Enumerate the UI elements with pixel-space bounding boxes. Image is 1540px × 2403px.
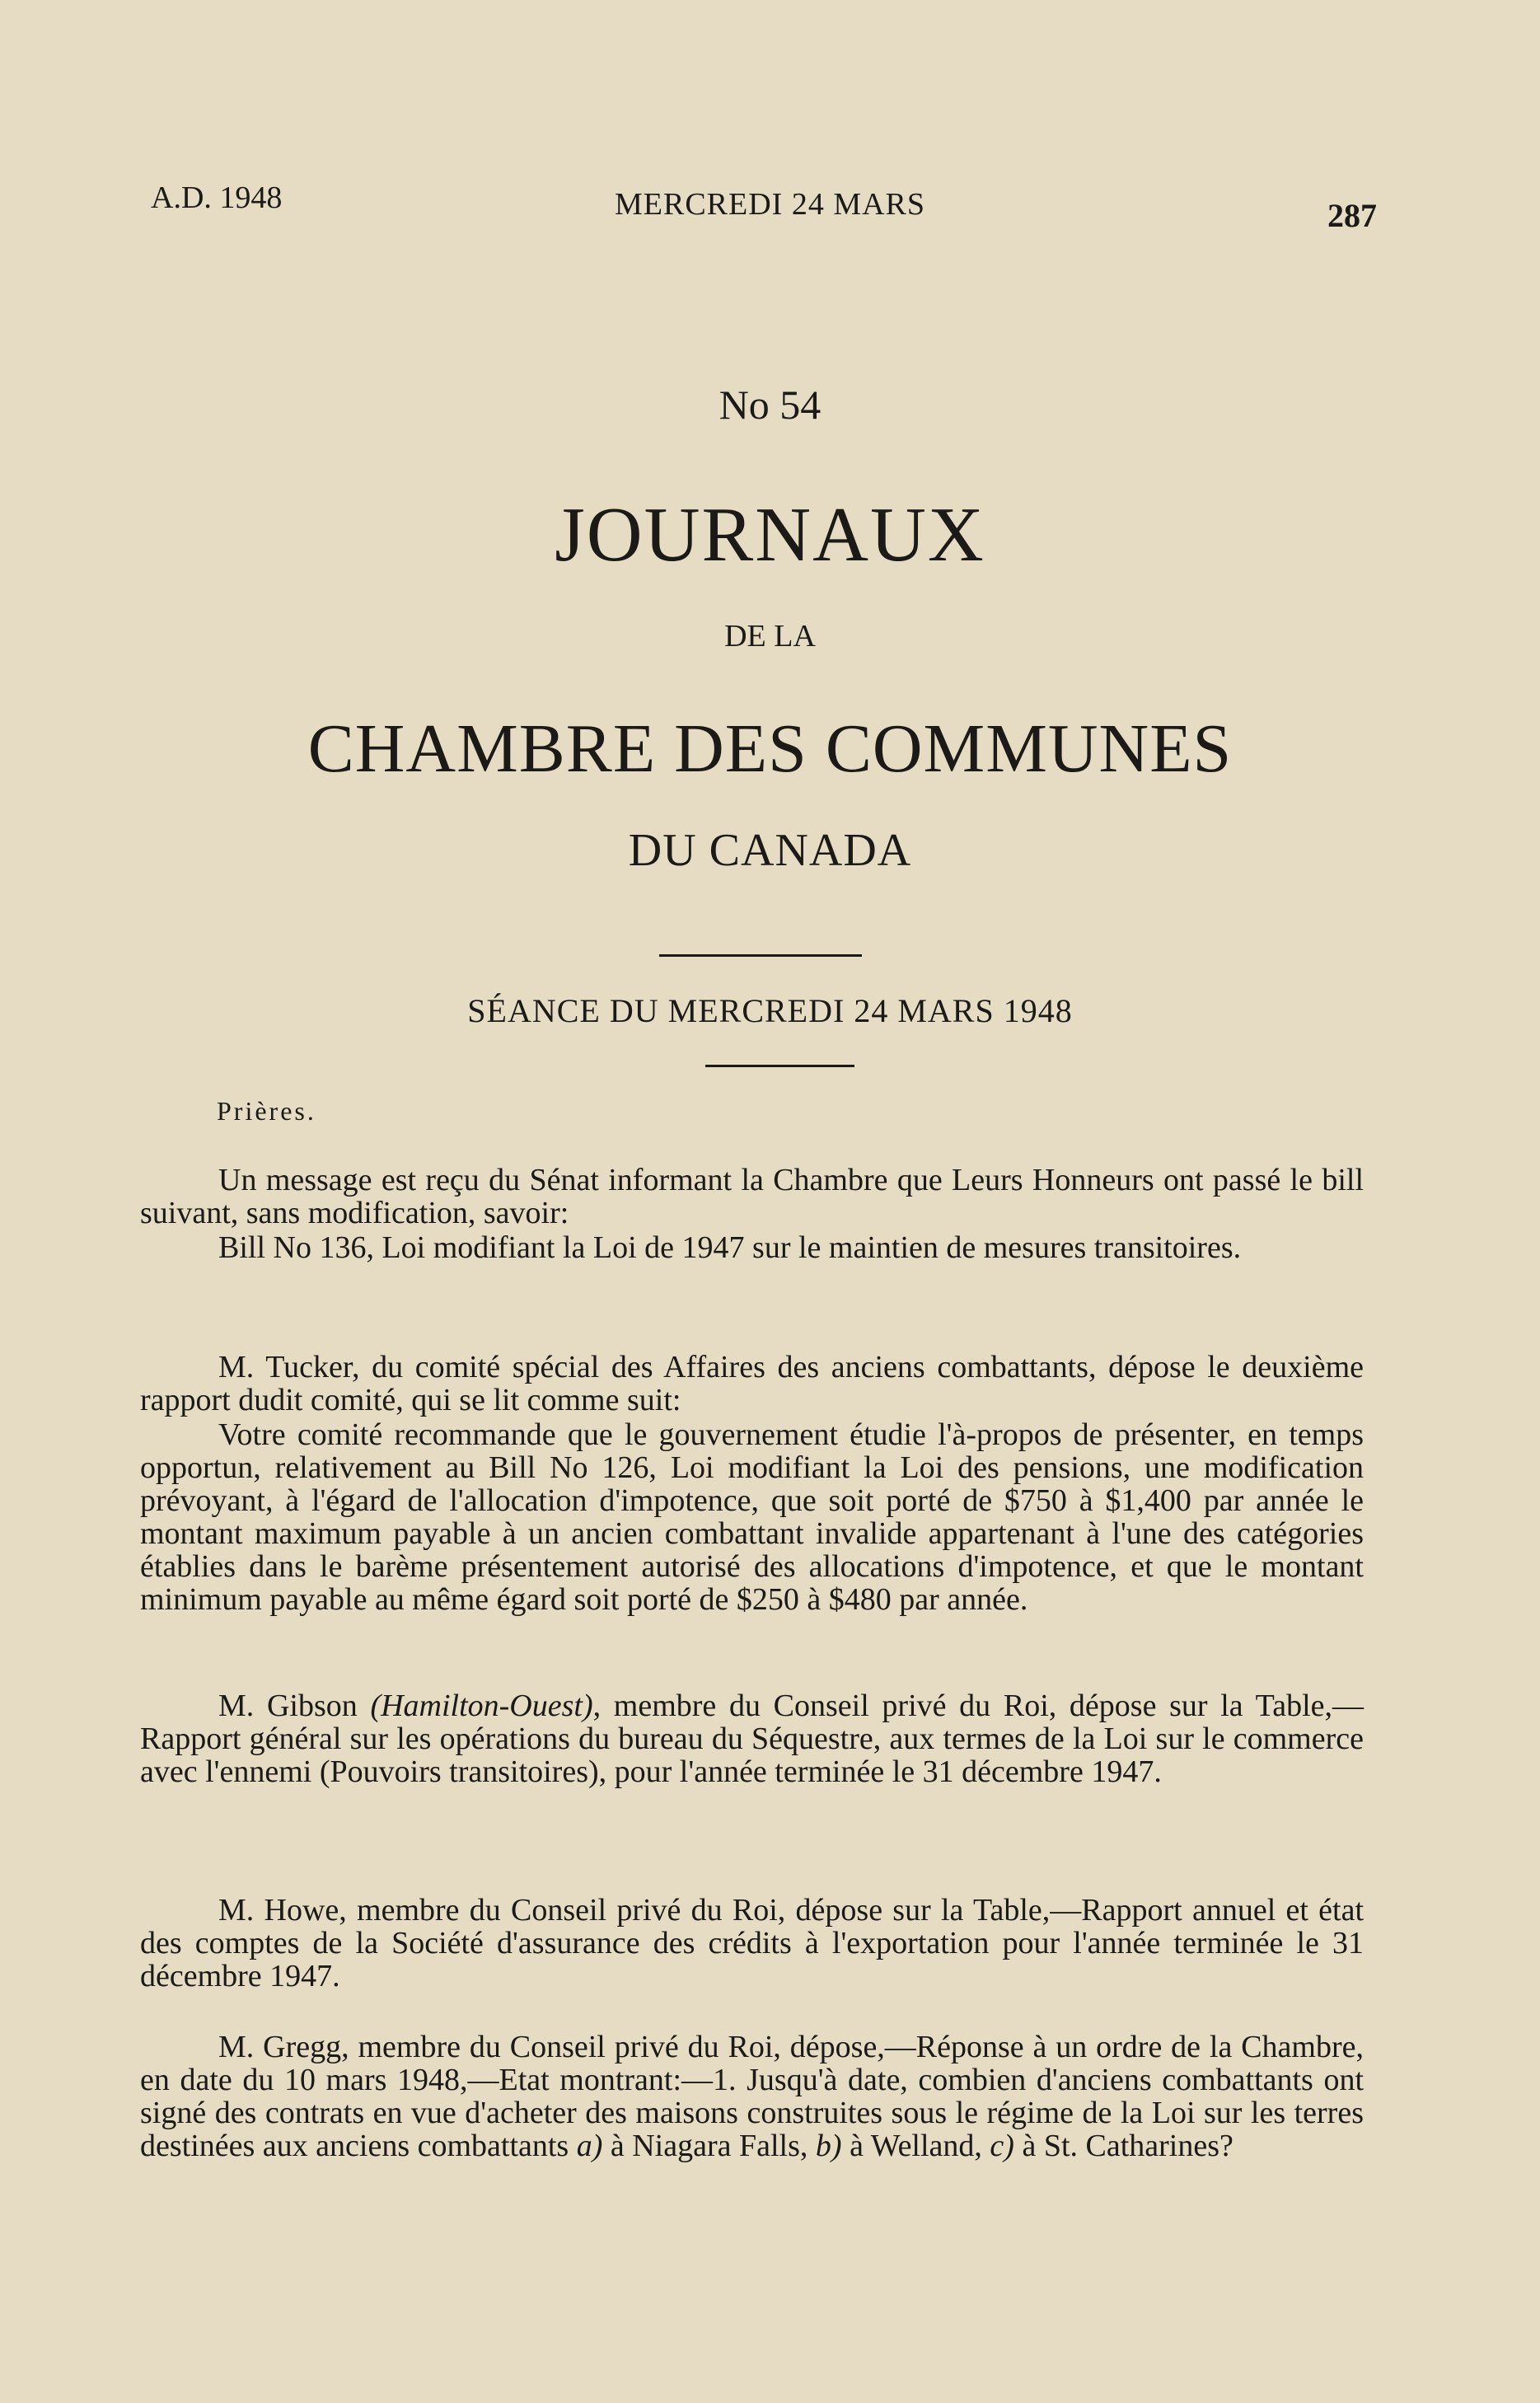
issue-number: No 54 [719, 382, 821, 428]
committee-report-paragraph [140, 1351, 1364, 1618]
session-heading: SÉANCE DU MERCREDI 24 MARS 1948 [467, 992, 1073, 1029]
journal-title: JOURNAUX [555, 492, 985, 578]
page-number: 287 [1327, 197, 1377, 234]
riding-name: (Hamilton-Ouest) [370, 1689, 593, 1723]
header-date: MERCREDI 24 MARS [614, 187, 926, 222]
prayers-heading: Prières. [217, 1096, 316, 1126]
header-year: A.D. 1948 [151, 180, 283, 215]
running-header [0, 171, 1540, 234]
item-b: b) [815, 2129, 842, 2163]
gibson-paragraph [140, 1689, 1364, 1790]
divider-rule [705, 1065, 854, 1067]
title-de-la: DE LA [724, 619, 816, 653]
howe-paragraph [140, 1894, 1364, 1994]
gregg-mid1: à Niagara Falls, [602, 2129, 816, 2163]
gibson-rest: , membre du Conseil privé du Roi, dépose sur la Table,—Rapport général sur les opérations du bureau du Séquestre, aux termes de la Loi sur le commerce avec l'ennemi (Pouvoirs transitoires), pour l'année terminée le 31 décembre 1947. [140, 1689, 1364, 1789]
gibson-text [140, 1689, 1364, 1788]
divider-rule [659, 954, 862, 957]
gregg-start: M. Gregg, membre du Conseil privé du Roi, dépose,—Réponse à un ordre de la Chambre, en date du 10 mars 1948,—Etat montrant:—1. Jusqu'à date, combien d'anciens combattants ont signé des contrats en vue d'acheter des maisons construites sous le régime de la Loi sur les terres destinées aux anciens combattants [140, 2030, 1364, 2163]
bill-text: Bill No 136, Loi modifiant la Loi de 1947 sur le maintien de mesures transitoires. [218, 1230, 1242, 1265]
report-intro: M. Tucker, du comité spécial des Affaires des anciens combattants, dépose le deuxième rapport dudit comité, qui se lit comme suit: [140, 1350, 1364, 1417]
gregg-end: à St. Catharines? [1013, 2129, 1233, 2163]
chamber-title: CHAMBRE DES COMMUNES [307, 710, 1233, 787]
gregg-paragraph [140, 2031, 1364, 2164]
member-name: M. Gibson [218, 1689, 358, 1723]
gregg-text [140, 2031, 1364, 2162]
senate-message-paragraph [140, 1164, 1364, 1266]
report-recommendation: Votre comité recommande que le gouvernement étudie l'à-propos de présenter, en temps opportun, relativement au Bill No 126, Loi modifiant la Loi des pensions, une modification prévoyant, à l'égard de l'allocation d'impotence, que soit porté de $750 à $1,400 par année le montant maximum payable à un ancien combattant invalide appartenant à l'une des catégories établies dans le barème présentement autorisé des allocations d'impotence, et que le montant minimum payable au même égard soit porté de $250 à $480 par année. [140, 1417, 1364, 1617]
item-c: c) [990, 2129, 1014, 2163]
message-text: Un message est reçu du Sénat informant la Chambre que Leurs Honneurs ont passé le bill suivant, sans modification, savoir: [140, 1163, 1364, 1230]
item-a: a) [576, 2129, 603, 2163]
howe-text: M. Howe, membre du Conseil privé du Roi, dépose sur la Table,—Rapport annuel et état des comptes de la Société d'assurance des crédits à l'exportation pour l'année terminée le 31 décembre 1947. [140, 1893, 1364, 1993]
gregg-mid2: à Welland, [841, 2129, 990, 2163]
country-title: DU CANADA [628, 825, 912, 876]
